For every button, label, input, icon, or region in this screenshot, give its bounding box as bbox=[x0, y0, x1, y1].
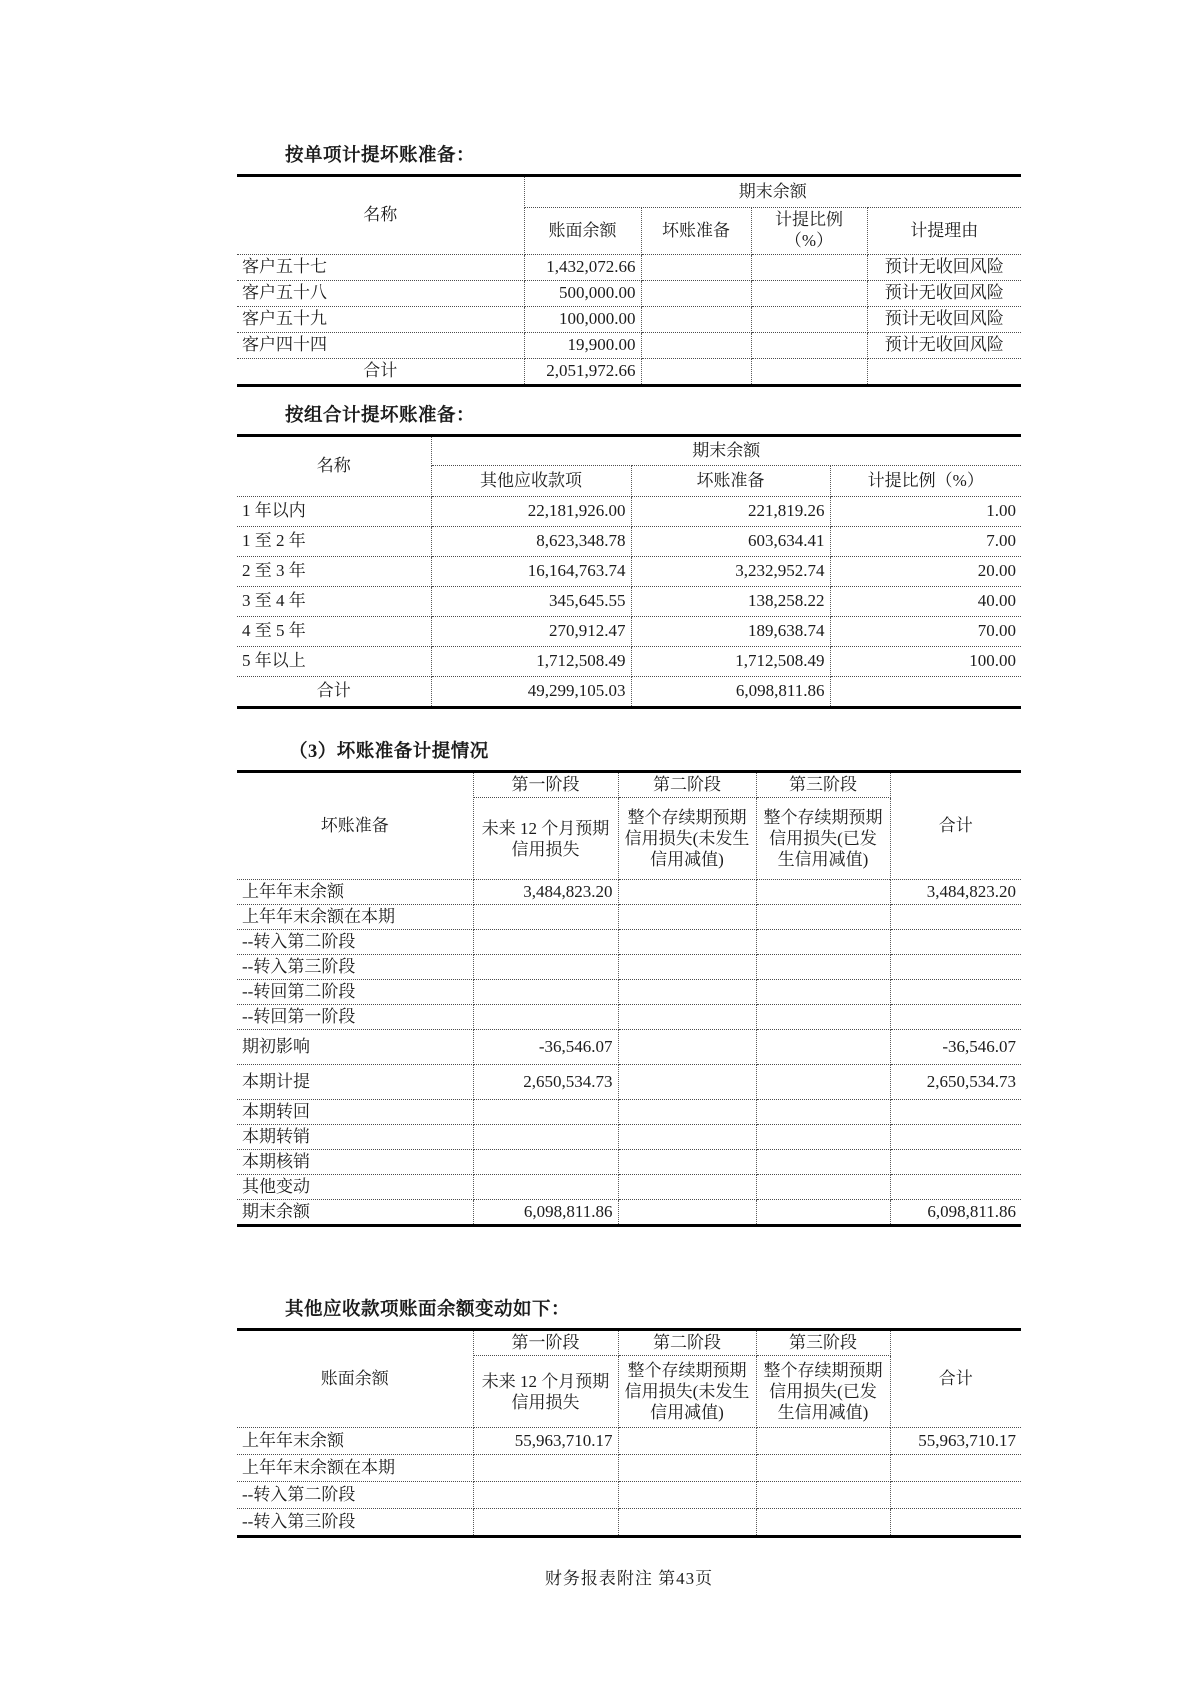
value-cell bbox=[890, 1125, 1021, 1150]
section-individual-provision bbox=[237, 144, 1021, 387]
column-header-provision-reason: 计提理由 bbox=[867, 208, 1021, 255]
value-cell bbox=[473, 1175, 618, 1200]
column-header-other-receivables: 其他应收款项 bbox=[431, 466, 631, 497]
value-cell: 70.00 bbox=[830, 617, 1021, 647]
value-cell: 6,098,811.86 bbox=[890, 1200, 1021, 1226]
value-cell: 345,645.55 bbox=[431, 587, 631, 617]
column-header-lifetime-ecl-not-impaired: 整个存续期预期信用损失(未发生信用减值) bbox=[618, 1356, 756, 1428]
column-header-book-balance: 账面余额 bbox=[524, 208, 641, 255]
value-cell bbox=[756, 1065, 890, 1100]
table-row bbox=[237, 333, 1021, 359]
value-cell bbox=[890, 930, 1021, 955]
value-cell bbox=[756, 1175, 890, 1200]
value-cell: 20.00 bbox=[830, 557, 1021, 587]
value-cell bbox=[618, 1509, 756, 1537]
value-cell bbox=[618, 980, 756, 1005]
value-cell: 3,484,823.20 bbox=[890, 880, 1021, 905]
individual-provision-table bbox=[237, 174, 1021, 387]
table-row bbox=[237, 1065, 1021, 1100]
value-cell bbox=[473, 930, 618, 955]
provision-stages-table bbox=[237, 770, 1021, 1227]
column-header-stage-2: 第二阶段 bbox=[618, 1330, 756, 1356]
row-label-cell: 上年年末余额 bbox=[237, 880, 473, 905]
value-cell: 2,650,534.73 bbox=[890, 1065, 1021, 1100]
table-row bbox=[237, 557, 1021, 587]
value-cell bbox=[890, 1005, 1021, 1030]
value-cell: 1,432,072.66 bbox=[524, 255, 641, 281]
value-cell bbox=[751, 333, 867, 359]
value-cell bbox=[641, 333, 751, 359]
row-label-cell: 其他变动 bbox=[237, 1175, 473, 1200]
value-cell bbox=[473, 980, 618, 1005]
value-cell bbox=[756, 1150, 890, 1175]
value-cell: 1,712,508.49 bbox=[431, 647, 631, 677]
value-cell bbox=[641, 307, 751, 333]
row-label-cell: --转入第三阶段 bbox=[237, 955, 473, 980]
book-balance-changes-table bbox=[237, 1328, 1021, 1538]
table-row bbox=[237, 1100, 1021, 1125]
column-header-stage-1: 第一阶段 bbox=[473, 1330, 618, 1356]
value-cell bbox=[618, 1200, 756, 1226]
column-header-bad-debt-provision: 坏账准备 bbox=[631, 466, 830, 497]
column-header-lifetime-ecl-impaired: 整个存续期预期信用损失(已发生信用减值) bbox=[756, 798, 890, 880]
column-header-12m-ecl: 未来 12 个月预期信用损失 bbox=[473, 798, 618, 880]
page-footer: 财务报表附注 第43页 bbox=[544, 1569, 714, 1588]
column-header-12m-ecl: 未来 12 个月预期信用损失 bbox=[473, 1356, 618, 1428]
table-row bbox=[237, 880, 1021, 905]
value-cell: 7.00 bbox=[830, 527, 1021, 557]
table-row bbox=[237, 255, 1021, 281]
column-header-total: 合计 bbox=[890, 772, 1021, 880]
value-cell: 138,258.22 bbox=[631, 587, 830, 617]
value-cell bbox=[890, 1482, 1021, 1509]
row-label-cell: 本期计提 bbox=[237, 1065, 473, 1100]
table-row bbox=[237, 1428, 1021, 1455]
value-cell bbox=[618, 880, 756, 905]
value-cell bbox=[618, 1482, 756, 1509]
value-cell: 2,650,534.73 bbox=[473, 1065, 618, 1100]
section-title: 其他应收款项账面余额变动如下： bbox=[285, 1300, 571, 1320]
column-header-stage-3: 第三阶段 bbox=[756, 772, 890, 798]
value-cell bbox=[751, 281, 867, 307]
table-body bbox=[237, 880, 1021, 1226]
row-label-cell: 上年年末余额在本期 bbox=[237, 1455, 473, 1482]
value-cell bbox=[867, 359, 1021, 386]
value-cell: 22,181,926.00 bbox=[431, 497, 631, 527]
column-header-stage-2: 第二阶段 bbox=[618, 772, 756, 798]
table-row bbox=[237, 980, 1021, 1005]
value-cell bbox=[618, 1030, 756, 1065]
table-row bbox=[237, 1030, 1021, 1065]
value-cell: 1,712,508.49 bbox=[631, 647, 830, 677]
value-cell: 6,098,811.86 bbox=[473, 1200, 618, 1226]
value-cell: 19,900.00 bbox=[524, 333, 641, 359]
row-label-cell: 合计 bbox=[237, 359, 524, 386]
row-label-cell: 1 至 2 年 bbox=[237, 527, 431, 557]
value-cell bbox=[473, 1455, 618, 1482]
column-header-total: 合计 bbox=[890, 1330, 1021, 1428]
row-label-cell: 上年年末余额在本期 bbox=[237, 905, 473, 930]
value-cell bbox=[473, 905, 618, 930]
value-cell: 预计无收回风险 bbox=[867, 255, 1021, 281]
table-row bbox=[237, 1175, 1021, 1200]
value-cell: 100,000.00 bbox=[524, 307, 641, 333]
table-row bbox=[237, 1455, 1021, 1482]
column-header-stage-1: 第一阶段 bbox=[473, 772, 618, 798]
table-row bbox=[237, 497, 1021, 527]
section-title: （3）坏账准备计提情况 bbox=[289, 742, 489, 762]
table-row bbox=[237, 955, 1021, 980]
value-cell bbox=[756, 1200, 890, 1226]
column-header-provision-ratio: 计提比例（%） bbox=[751, 208, 867, 255]
header-row bbox=[237, 436, 1021, 466]
column-header-provision-ratio: 计提比例（%） bbox=[830, 466, 1021, 497]
column-header-bad-debt-provision: 坏账准备 bbox=[237, 772, 473, 880]
row-label-cell: 期初影响 bbox=[237, 1030, 473, 1065]
table-body bbox=[237, 255, 1021, 386]
table-row bbox=[237, 307, 1021, 333]
value-cell bbox=[756, 1509, 890, 1537]
value-cell bbox=[618, 1100, 756, 1125]
value-cell bbox=[618, 955, 756, 980]
table-body bbox=[237, 1428, 1021, 1537]
table-row bbox=[237, 1005, 1021, 1030]
value-cell bbox=[890, 905, 1021, 930]
row-label-cell: 客户五十七 bbox=[237, 255, 524, 281]
value-cell: 16,164,763.74 bbox=[431, 557, 631, 587]
row-label-cell: 客户四十四 bbox=[237, 333, 524, 359]
column-header-name: 名称 bbox=[237, 436, 431, 497]
value-cell: 6,098,811.86 bbox=[631, 677, 830, 708]
column-header-lifetime-ecl-impaired: 整个存续期预期信用损失(已发生信用减值) bbox=[756, 1356, 890, 1428]
column-header-ending-balance: 期末余额 bbox=[524, 176, 1021, 208]
row-label-cell: 期末余额 bbox=[237, 1200, 473, 1226]
value-cell bbox=[618, 1175, 756, 1200]
row-label-cell: 客户五十八 bbox=[237, 281, 524, 307]
row-label-cell: 1 年以内 bbox=[237, 497, 431, 527]
value-cell bbox=[830, 677, 1021, 708]
column-header-lifetime-ecl-not-impaired: 整个存续期预期信用损失(未发生信用减值) bbox=[618, 798, 756, 880]
table-row bbox=[237, 905, 1021, 930]
row-label-cell: 客户五十九 bbox=[237, 307, 524, 333]
value-cell bbox=[751, 307, 867, 333]
value-cell bbox=[641, 255, 751, 281]
value-cell: 221,819.26 bbox=[631, 497, 830, 527]
value-cell bbox=[756, 880, 890, 905]
value-cell: 603,634.41 bbox=[631, 527, 830, 557]
table-row bbox=[237, 359, 1021, 386]
value-cell bbox=[618, 1065, 756, 1100]
value-cell: 100.00 bbox=[830, 647, 1021, 677]
value-cell: 500,000.00 bbox=[524, 281, 641, 307]
value-cell: 40.00 bbox=[830, 587, 1021, 617]
column-header-name: 名称 bbox=[237, 176, 524, 255]
value-cell bbox=[756, 1455, 890, 1482]
section-provision-stages bbox=[237, 740, 1021, 1227]
header-row bbox=[237, 772, 1021, 798]
value-cell: 预计无收回风险 bbox=[867, 307, 1021, 333]
value-cell bbox=[473, 1509, 618, 1537]
value-cell: 1.00 bbox=[830, 497, 1021, 527]
value-cell bbox=[756, 1482, 890, 1509]
table-row bbox=[237, 1200, 1021, 1226]
table-row bbox=[237, 617, 1021, 647]
value-cell: 预计无收回风险 bbox=[867, 281, 1021, 307]
value-cell bbox=[641, 359, 751, 386]
header-row bbox=[237, 1330, 1021, 1356]
value-cell bbox=[618, 1455, 756, 1482]
table-row bbox=[237, 1125, 1021, 1150]
table-row bbox=[237, 1509, 1021, 1537]
column-header-stage-3: 第三阶段 bbox=[756, 1330, 890, 1356]
row-label-cell: --转入第二阶段 bbox=[237, 1482, 473, 1509]
value-cell bbox=[756, 980, 890, 1005]
section-title: 按组合计提坏账准备： bbox=[285, 406, 476, 426]
value-cell bbox=[618, 1125, 756, 1150]
value-cell bbox=[473, 1100, 618, 1125]
table-row bbox=[237, 527, 1021, 557]
value-cell: 55,963,710.17 bbox=[890, 1428, 1021, 1455]
value-cell bbox=[890, 1175, 1021, 1200]
value-cell bbox=[751, 255, 867, 281]
row-label-cell: 5 年以上 bbox=[237, 647, 431, 677]
value-cell: 270,912.47 bbox=[431, 617, 631, 647]
column-header-ending-balance: 期末余额 bbox=[431, 436, 1021, 466]
value-cell bbox=[618, 905, 756, 930]
value-cell bbox=[890, 1100, 1021, 1125]
value-cell bbox=[641, 281, 751, 307]
value-cell bbox=[618, 1428, 756, 1455]
group-provision-table bbox=[237, 434, 1021, 709]
section-title: 按单项计提坏账准备： bbox=[285, 146, 476, 166]
value-cell bbox=[473, 955, 618, 980]
value-cell bbox=[890, 1150, 1021, 1175]
value-cell bbox=[751, 359, 867, 386]
section-group-provision bbox=[237, 404, 1021, 709]
value-cell bbox=[756, 1125, 890, 1150]
row-label-cell: 4 至 5 年 bbox=[237, 617, 431, 647]
value-cell bbox=[756, 1100, 890, 1125]
value-cell: 2,051,972.66 bbox=[524, 359, 641, 386]
value-cell: -36,546.07 bbox=[473, 1030, 618, 1065]
table-row bbox=[237, 1482, 1021, 1509]
value-cell bbox=[756, 1030, 890, 1065]
row-label-cell: 上年年末余额 bbox=[237, 1428, 473, 1455]
row-label-cell: 2 至 3 年 bbox=[237, 557, 431, 587]
value-cell bbox=[890, 1509, 1021, 1537]
header-row bbox=[237, 176, 1021, 208]
value-cell: 预计无收回风险 bbox=[867, 333, 1021, 359]
value-cell bbox=[890, 955, 1021, 980]
value-cell bbox=[756, 930, 890, 955]
value-cell bbox=[756, 1005, 890, 1030]
column-header-bad-debt-provision: 坏账准备 bbox=[641, 208, 751, 255]
table-row bbox=[237, 587, 1021, 617]
value-cell bbox=[473, 1005, 618, 1030]
row-label-cell: 合计 bbox=[237, 677, 431, 708]
row-label-cell: 本期转销 bbox=[237, 1125, 473, 1150]
value-cell: -36,546.07 bbox=[890, 1030, 1021, 1065]
value-cell bbox=[756, 955, 890, 980]
table-row bbox=[237, 930, 1021, 955]
value-cell bbox=[473, 1150, 618, 1175]
value-cell: 3,232,952.74 bbox=[631, 557, 830, 587]
table-row bbox=[237, 647, 1021, 677]
value-cell: 3,484,823.20 bbox=[473, 880, 618, 905]
value-cell bbox=[890, 980, 1021, 1005]
value-cell bbox=[890, 1455, 1021, 1482]
section-book-balance-changes bbox=[237, 1298, 1021, 1538]
row-label-cell: --转入第三阶段 bbox=[237, 1509, 473, 1537]
row-label-cell: --转入第二阶段 bbox=[237, 930, 473, 955]
value-cell: 55,963,710.17 bbox=[473, 1428, 618, 1455]
table-row bbox=[237, 281, 1021, 307]
value-cell: 8,623,348.78 bbox=[431, 527, 631, 557]
row-label-cell: 本期转回 bbox=[237, 1100, 473, 1125]
value-cell bbox=[618, 1005, 756, 1030]
table-row bbox=[237, 1150, 1021, 1175]
value-cell bbox=[618, 930, 756, 955]
row-label-cell: 本期核销 bbox=[237, 1150, 473, 1175]
value-cell: 49,299,105.03 bbox=[431, 677, 631, 708]
table-row bbox=[237, 677, 1021, 708]
table-body bbox=[237, 497, 1021, 708]
row-label-cell: --转回第一阶段 bbox=[237, 1005, 473, 1030]
row-label-cell: 3 至 4 年 bbox=[237, 587, 431, 617]
value-cell bbox=[473, 1482, 618, 1509]
value-cell: 189,638.74 bbox=[631, 617, 830, 647]
value-cell bbox=[756, 1428, 890, 1455]
value-cell bbox=[756, 905, 890, 930]
row-label-cell: --转回第二阶段 bbox=[237, 980, 473, 1005]
value-cell bbox=[618, 1150, 756, 1175]
value-cell bbox=[473, 1125, 618, 1150]
column-header-book-balance: 账面余额 bbox=[237, 1330, 473, 1428]
